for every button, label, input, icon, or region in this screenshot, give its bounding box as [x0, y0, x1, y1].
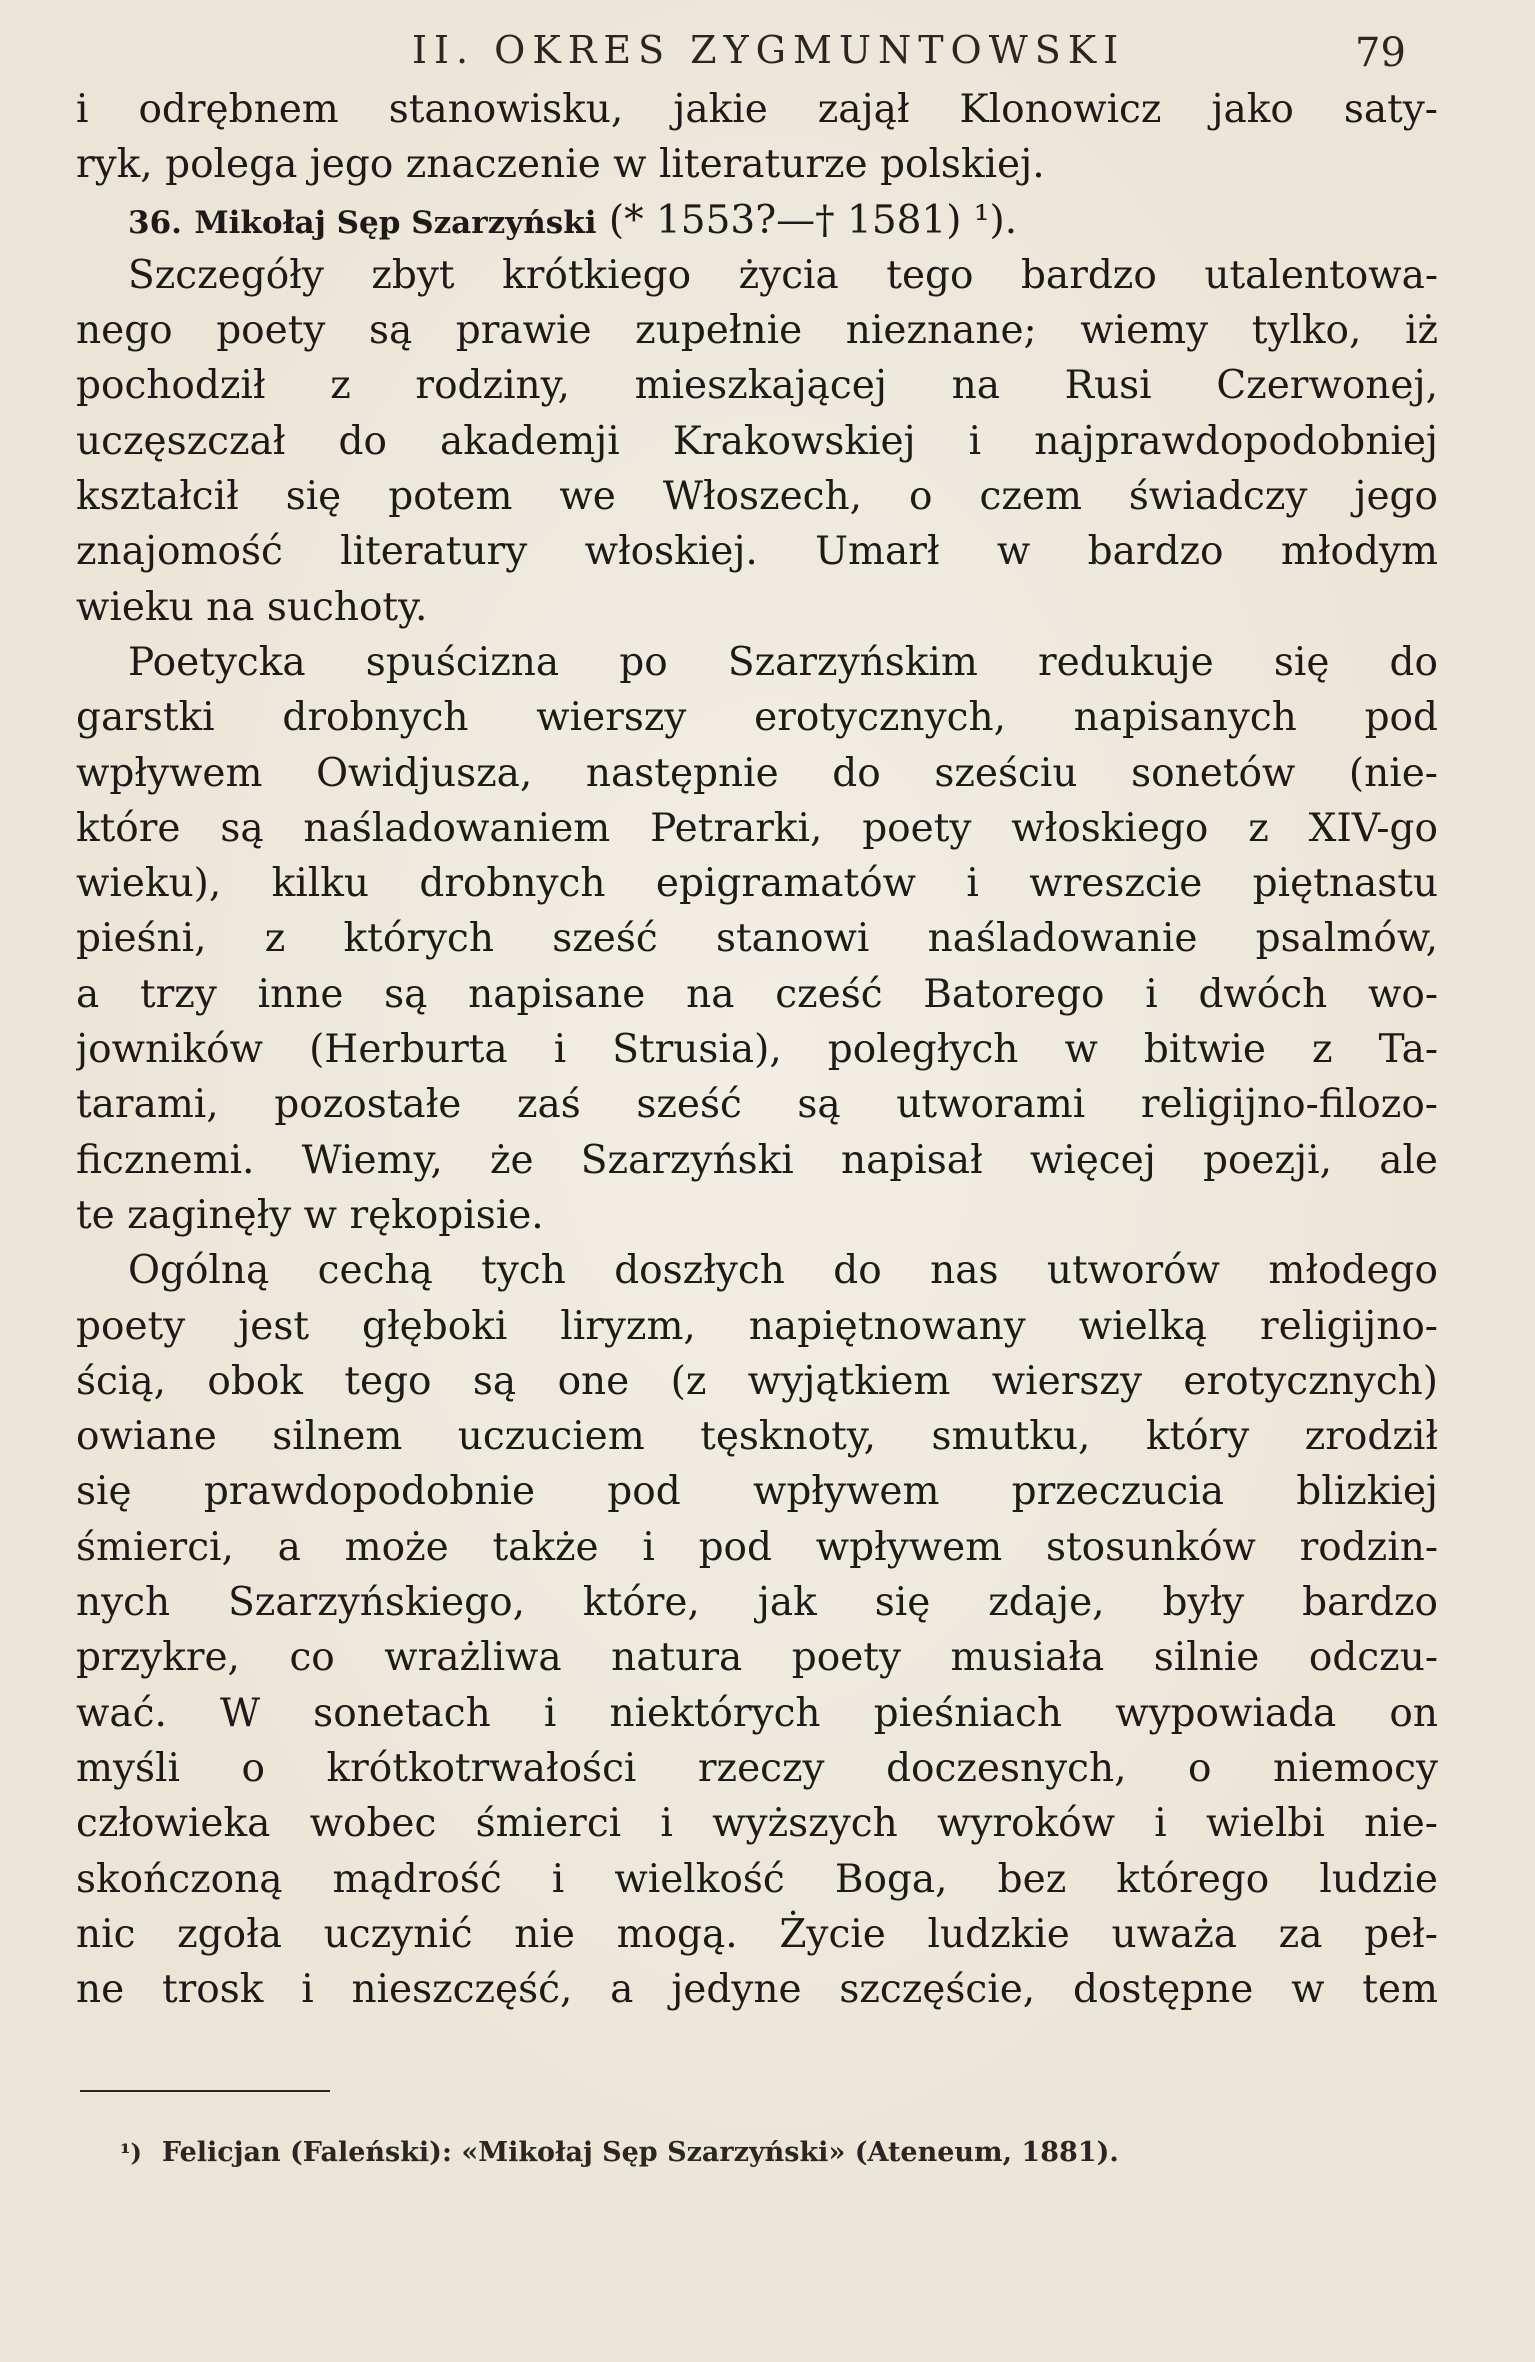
text-line — [76, 1354, 1438, 1409]
section-number: 36. — [128, 204, 182, 241]
text-line — [76, 1409, 1438, 1464]
text-line — [76, 801, 1438, 856]
text-line — [76, 1796, 1438, 1851]
line-text: uczęszczał do akademji Krakowskiej i najprawdopodobniej — [76, 418, 1438, 464]
line-text: które są naśladowaniem Petrarki, poety włoskiego z XIV-go — [76, 805, 1438, 851]
text-line — [76, 193, 1438, 248]
line-text: poety jest głęboki liryzm, napiętnowany wielką religijno- — [76, 1303, 1438, 1349]
text-line — [76, 1299, 1438, 1354]
text-line — [76, 1852, 1438, 1907]
line-text: ryk, polega jego znaczenie w literaturze polskiej. — [76, 142, 1045, 188]
text-line — [76, 1243, 1438, 1298]
text-line — [76, 1907, 1438, 1962]
text-line — [76, 303, 1438, 358]
line-text: ne trosk i nieszczęść, a jedyne szczęście, dostępne w tem — [76, 1967, 1438, 2013]
text-line — [76, 1962, 1438, 2017]
text-line — [76, 1575, 1438, 1630]
line-text: pochodził z rodziny, mieszkającej na Rusi Czerwonej, — [76, 363, 1438, 409]
line-text: pieśni, z których sześć stanowi naśladowanie psalmów, — [76, 916, 1438, 962]
running-head: II. OKRES ZYGMUNTOWSKI — [412, 28, 1126, 72]
text-line — [76, 82, 1438, 137]
line-text: Poetycka spuścizna po Szarzyńskim redukuje się do — [128, 639, 1438, 685]
text-line — [76, 1022, 1438, 1077]
line-text: myśli o krótkotrwałości rzeczy doczesnych, o niemocy — [76, 1745, 1438, 1791]
line-text: (* 1553?—† 1581) ¹). — [608, 197, 1018, 243]
line-text: śmierci, a może także i pod wpływem stosunków rodzin- — [76, 1524, 1438, 1570]
text-line — [76, 746, 1438, 801]
page-number: 79 — [1355, 30, 1406, 76]
line-text: wieku), kilku drobnych epigramatów i wreszcie piętnastu — [76, 861, 1438, 907]
line-text: nego poety są prawie zupełnie nieznane; wiemy tylko, iż — [76, 308, 1438, 354]
text-line — [76, 248, 1438, 303]
text-line — [76, 1077, 1438, 1132]
line-text: się prawdopodobnie pod wpływem przeczucia blizkiej — [76, 1469, 1438, 1515]
line-text: skończoną mądrość i wielkość Boga, bez którego ludzie — [76, 1856, 1438, 1902]
text-line — [76, 1464, 1438, 1519]
footnote — [120, 2137, 1119, 2168]
line-text: nic zgoła uczynić nie mogą. Życie ludzkie uważa za peł- — [76, 1911, 1438, 1957]
line-text: ficznemi. Wiemy, że Szarzyński napisał więcej poezji, ale — [76, 1137, 1438, 1183]
page-header — [0, 20, 1535, 80]
line-text: a trzy inne są napisane na cześć Batorego i dwóch wo- — [76, 971, 1438, 1017]
text-line — [76, 856, 1438, 911]
text-line — [76, 524, 1438, 579]
line-text: Szczegóły zbyt krótkiego życia tego bardzo utalentowa- — [128, 252, 1438, 298]
section-title: Mikołaj Sęp Szarzyński — [194, 204, 597, 241]
line-text: wać. W sonetach i niektórych pieśniach wypowiada on — [76, 1690, 1438, 1736]
footnote-divider — [80, 2090, 330, 2092]
line-text: tarami, pozostałe zaś sześć są utworami religijno-filozo- — [76, 1082, 1438, 1128]
footnote-text: Felicjan (Faleński): «Mikołaj Sęp Szarzyński» (Ateneum, 1881). — [161, 2137, 1119, 2168]
text-line — [76, 1133, 1438, 1188]
line-text: przykre, co wrażliwa natura poety musiała silnie odczu- — [76, 1635, 1438, 1681]
text-line — [76, 1520, 1438, 1575]
line-text: nych Szarzyńskiego, które, jak się zdaje, były bardzo — [76, 1580, 1438, 1626]
text-line — [76, 690, 1438, 745]
text-line — [76, 358, 1438, 413]
text-line — [76, 469, 1438, 524]
line-text: znajomość literatury włoskiej. Umarł w bardzo młodym — [76, 529, 1438, 575]
footnote-mark: ¹) — [120, 2138, 142, 2167]
text-line — [76, 1686, 1438, 1741]
line-text: wieku na suchoty. — [76, 584, 428, 630]
line-text: te zaginęły w rękopisie. — [76, 1192, 544, 1238]
line-text: ścią, obok tego są one (z wyjątkiem wierszy erotycznych) — [76, 1358, 1438, 1404]
body-text — [76, 82, 1438, 2017]
line-text: Ogólną cechą tych doszłych do nas utworów młodego — [128, 1248, 1438, 1294]
text-line — [76, 635, 1438, 690]
line-text: człowieka wobec śmierci i wyższych wyroków i wielbi nie- — [76, 1801, 1438, 1847]
text-line — [76, 1188, 1438, 1243]
line-text: garstki drobnych wierszy erotycznych, napisanych pod — [76, 695, 1438, 741]
text-line — [76, 414, 1438, 469]
text-line — [76, 1741, 1438, 1796]
text-line — [76, 911, 1438, 966]
text-line — [76, 967, 1438, 1022]
line-text: jowników (Herburta i Strusia), poległych w bitwie z Ta- — [76, 1027, 1438, 1073]
line-text: kształcił się potem we Włoszech, o czem świadczy jego — [76, 474, 1438, 520]
line-text: owiane silnem uczuciem tęsknoty, smutku, który zrodził — [76, 1414, 1438, 1460]
text-line — [76, 1630, 1438, 1685]
line-text: i odrębnem stanowisku, jakie zajął Klonowicz jako saty- — [76, 87, 1438, 132]
text-line — [76, 137, 1438, 192]
line-text: wpływem Owidjusza, następnie do sześciu sonetów (nie- — [76, 750, 1438, 796]
text-line — [76, 580, 1438, 635]
